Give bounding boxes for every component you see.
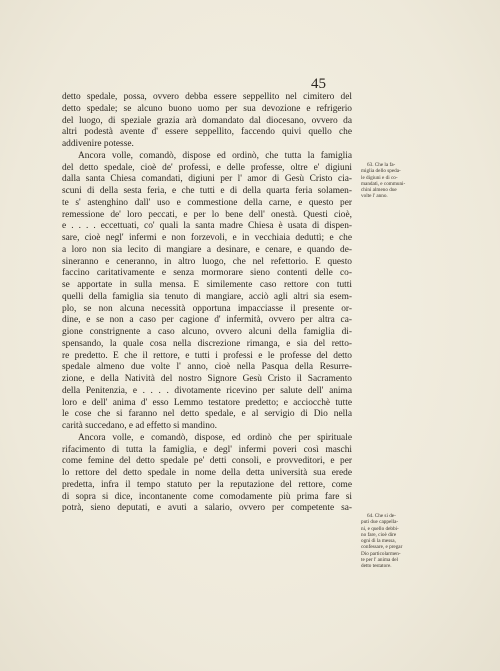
note-line: te per l' anima del (361, 557, 398, 564)
text-line: gione constrignente a caso alcuno, ovvero alcuni della famiglia di- (62, 327, 352, 337)
note-line: no fare, cioè dire (361, 531, 397, 538)
text-line: a loro non sia lecito di mangiare a desinare, e cenare, e quando de- (62, 244, 352, 255)
text-line: detto spedale, possa, ovvero debba essere seppellito nel cimitero del (62, 92, 352, 102)
text-line: dine, e se non a caso per cagione d' infermità, ovvero per altra ca- (62, 315, 352, 326)
note-line: miglia dello speda- (361, 168, 401, 175)
text-line: detto spedale; se alcuno buono uomo per sua devozione e refrigerio (62, 103, 352, 114)
text-line: altri podestà avente d' essere seppellito, faccendo quivi quello che (62, 127, 352, 138)
note-line: 63. Che la fa- (367, 162, 396, 168)
note-line: mandati, e communi- (361, 180, 406, 187)
page-number: 45 (311, 76, 326, 92)
text-line: addivenire potesse. (62, 139, 134, 149)
note-line: ogni di la messa, (361, 538, 396, 545)
text-line: predetta, infra il tempo statuto per la reputazione del rettore, come (62, 479, 352, 490)
note-line: confessare, e pregar (361, 544, 403, 551)
text-line: sineranno e ceneranno, in altro luogo, che nel refettorio. E questo (62, 256, 352, 267)
text-line: del luogo, di speziale grazia arà domandato dal diocesano, ovvero da (62, 115, 352, 126)
text-line: della Penitenzia, e . . . . divotamente ricevino per salute dell' anima (62, 385, 352, 396)
text-line: del detto spedale, cioè de' professi, e delle professe, oltre e' digiuni (62, 162, 352, 173)
text-line: come femine del detto spedale pe' detti consoli, e provveditori, e per (62, 456, 352, 467)
note-line: detto testatore. (361, 563, 392, 570)
text-line: spedale almeno due volte l' anno, cioè nella Pasqua della Resurre- (62, 362, 352, 373)
text-line: spensando, la quale cosa nella discrezione rimanga, e sia del retto- (62, 338, 352, 349)
text-line: le cose che si faranno nel detto spedale, e al servigio di Dio nella (62, 409, 352, 420)
text-line: dalla santa Chiesa comandati, digiuni per l' amor di Gesù Cristo cia- (62, 174, 352, 185)
note-line: chini almeno due (361, 187, 397, 194)
marginal-note-64 (361, 513, 433, 570)
main-text (62, 92, 352, 515)
note-line: puti due cappella- (361, 519, 399, 526)
text-line: remessione de' loro peccati, e per lo bene dell' onestà. Questi cioè, (62, 209, 352, 220)
text-line: loro e dell' anima d' esso Lemmo testatore predetto; e acciocchè tutte (62, 397, 352, 408)
text-line: Ancora volle, comandò, dispose ed ordinò, che tutta la famiglia (78, 150, 352, 161)
note-line: volte l' anno. (361, 193, 388, 200)
text-line: scuni di della sesta feria, e che tutti e di della quarta feria solamen- (62, 186, 352, 196)
marginal-note-63 (361, 162, 433, 200)
text-line: se apportate in sulla mensa. E similemente caso rettore con tutti (62, 280, 352, 290)
note-line: Dio particolarmen- (361, 550, 401, 557)
text-line: faccino caritativamente e senza mormorare sieno contenti delle co- (62, 268, 352, 279)
text-line: e . . . . eccettuati, co' quali la santa madre Chiesa è usata di dispen- (62, 221, 352, 232)
text-line: te s' astenghino dall' uso e commestione della carne, e questo per (62, 197, 352, 208)
text-line: Ancora volle, e comandò, dispose, ed ordinò che per spirituale (78, 432, 352, 443)
text-line: sare, cioè negl' infermi e non forzevoli, e in vecchiaia deduttì; e che (62, 233, 352, 243)
text-line: di sopra si dice, incontanente come comodamente più prima fare si (62, 491, 352, 502)
note-line: ni, e quello debbi- (361, 525, 399, 532)
note-line: 64. Che si de- (367, 513, 396, 519)
text-line: re predetto. E che il rettore, e tutti i professi e le professe del detto (62, 350, 352, 361)
text-line: potrà, sieno deputati, e avuti a salario, ovvero per competente sa- (62, 503, 352, 514)
text-line: carità succedano, e ad effetto si mandino. (62, 421, 217, 431)
text-line: lo rettore del detto spedale in nome della detta università sua erede (62, 468, 352, 478)
text-line: quelli della famiglia sia tenuto di mangiare, acciò agli altri sia esem- (62, 291, 352, 302)
text-line: zione, e della Natività del nostro Signore Gesù Cristo il Sacramento (62, 374, 352, 384)
text-line: rifacimento di tutta la famiglia, e degl' infermi poveri così maschi (62, 444, 352, 455)
text-line: plo, se non alcuna necessità opportuna impacciasse il presente or- (62, 303, 352, 314)
note-line: le digiuni e di co- (361, 174, 398, 181)
